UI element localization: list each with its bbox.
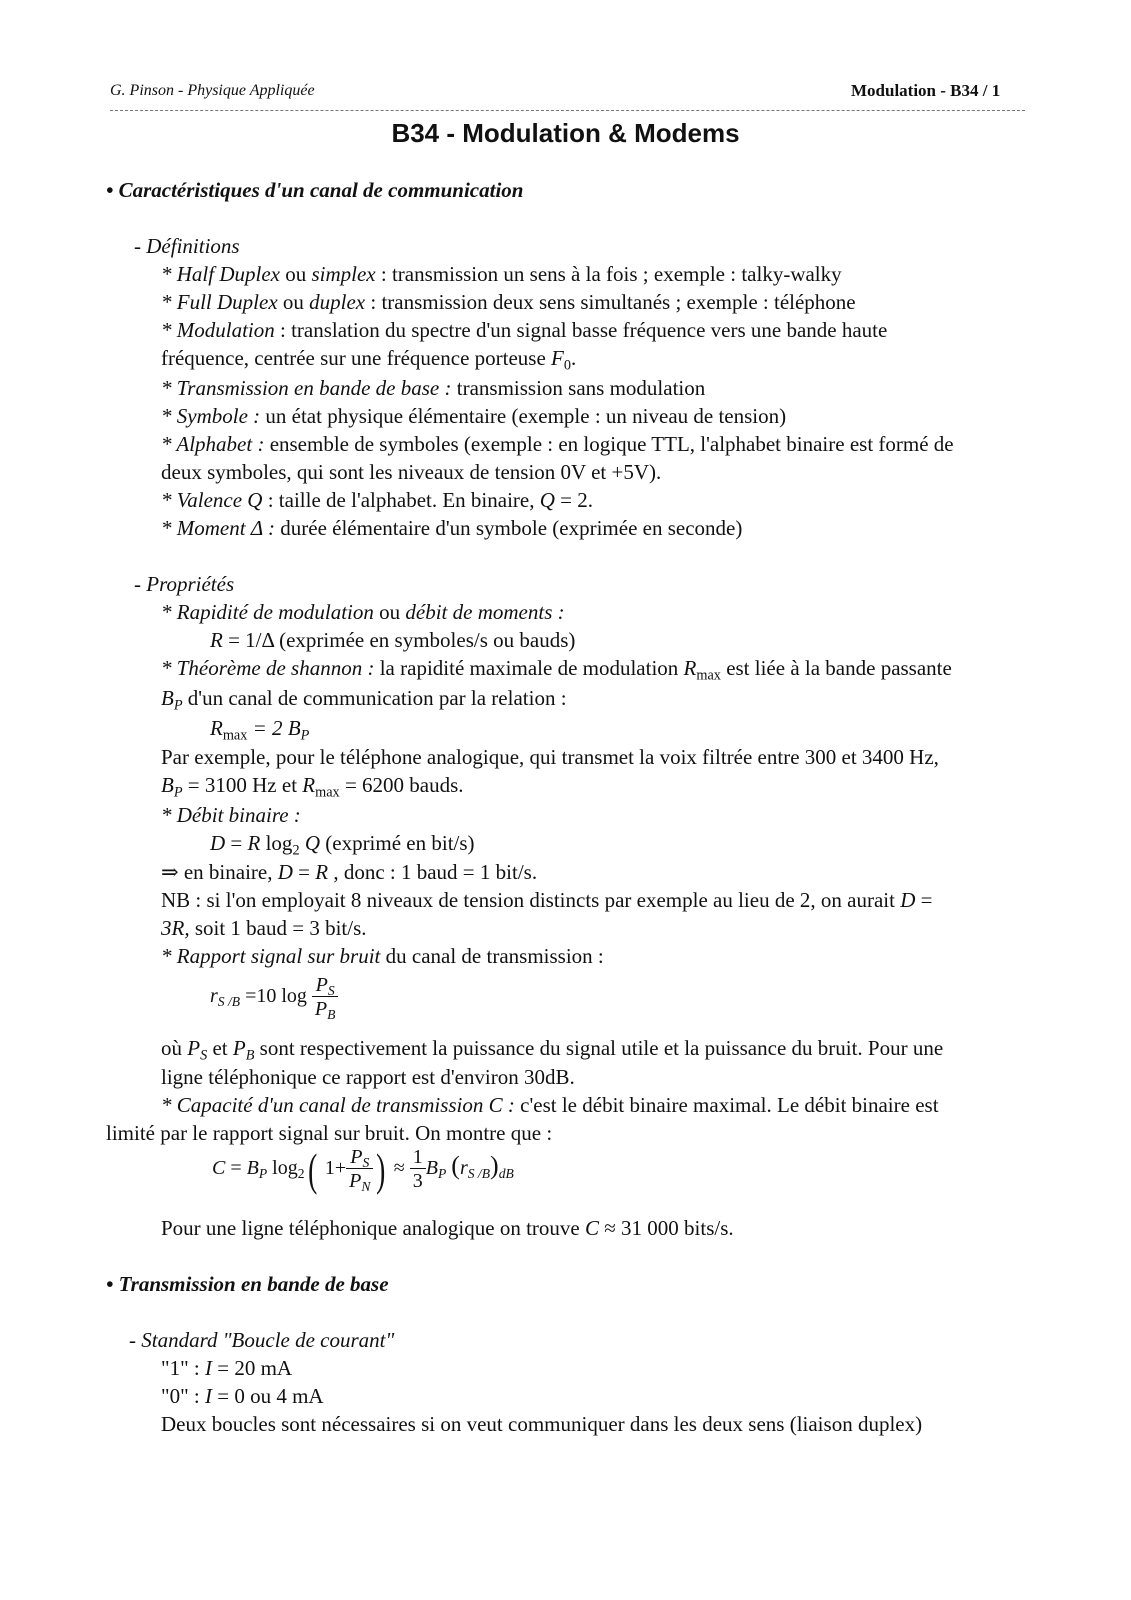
- formula-bitrate: D = R $\log_2 Q$ (exprimé en bit/s): [210, 831, 475, 859]
- definitions-heading: - Définitions: [134, 234, 240, 258]
- definition-moment: * Moment Δ : durée élémentaire d'un symbole (exprimée en seconde): [161, 516, 743, 540]
- definition-half-duplex: * Half Duplex ou simplex : transmission un sens à la fois ; exemple : talky-walky: [161, 262, 842, 286]
- property-capacity: * Capacité d'un canal de transmission C : c'est le débit binaire maximal. Le débit binaire est: [161, 1093, 939, 1117]
- third-fraction: $\frac{1}{3}$: [410, 1146, 426, 1193]
- formula-capacity: $C = B_P$ $\log_2$( 1+ $\frac{P_S}{P_N}$ ) ≈ $\frac{1}{3}$ $B_P$ $(r_{S /B})_{dB}$: [212, 1143, 514, 1195]
- section-heading-channel: • Caractéristiques d'un canal de communication: [106, 178, 524, 202]
- property-bitrate: * Débit binaire :: [161, 803, 301, 827]
- section-heading-baseband: • Transmission en bande de base: [106, 1272, 389, 1296]
- definition-modulation: * Modulation : translation du spectre d'un signal basse fréquence vers une bande haute: [161, 318, 888, 342]
- property-capacity-line2: limité par le rapport signal sur bruit. On montre que :: [106, 1121, 553, 1145]
- property-shannon-line2: $B_P$ d'un canal de communication par la relation :: [161, 686, 567, 714]
- capacity-result: Pour une ligne téléphonique analogique on trouve C ≈ 31 000 bits/s.: [161, 1216, 734, 1240]
- current-loop-zero: "0" : I = 0 ou 4 mA: [161, 1384, 324, 1408]
- current-loop-one: "1" : I = 20 mA: [161, 1356, 293, 1380]
- capacity-fraction: $\frac{P_S}{P_N}$: [346, 1146, 373, 1193]
- example-phone-line2: $B_P = 3100$ Hz et $R_{max} = 6200$ bauds.: [161, 773, 464, 801]
- formula-rmax: $R_{max} = 2$ $B_P$: [210, 716, 310, 744]
- definition-alphabet-line2: deux symboles, qui sont les niveaux de tension 0V et +5V).: [161, 460, 662, 484]
- definition-baseband: * Transmission en bande de base : transmission sans modulation: [161, 376, 706, 400]
- definition-valence: * Valence Q : taille de l'alphabet. En binaire, Q = 2.: [161, 488, 593, 512]
- current-loop-heading: - Standard "Boucle de courant": [129, 1328, 395, 1352]
- definition-modulation-line2: fréquence, centrée sur une fréquence porteuse $F_0$.: [161, 346, 577, 374]
- example-phone-line1: Par exemple, pour le téléphone analogique, qui transmet la voix filtrée entre 300 et 3400 Hz,: [161, 745, 939, 769]
- formula-rate: R = 1/Δ (exprimée en symboles/s ou bauds): [210, 628, 576, 652]
- note-levels-line1: NB : si l'on employait 8 niveaux de tension distincts par exemple au lieu de 2, on aurait D =: [161, 888, 933, 912]
- page-title: B34 - Modulation & Modems: [391, 118, 740, 148]
- definition-alphabet: * Alphabet : ensemble de symboles (exemple : en logique TTL, l'alphabet binaire est formé de: [161, 432, 954, 456]
- snr-explanation-line2: ligne téléphonique ce rapport est d'environ 30dB.: [161, 1065, 575, 1089]
- snr-explanation-line1: où $P_S$ et $P_B$ sont respectivement la puissance du signal utile et la puissance du bruit. Pour une: [161, 1036, 944, 1064]
- property-snr: * Rapport signal sur bruit du canal de transmission :: [161, 944, 604, 968]
- formula-snr: $r_{S /B} =10$ log $\frac{P_S}{P_B}$: [210, 974, 338, 1021]
- definition-symbol: * Symbole : un état physique élémentaire (exemple : un niveau de tension): [161, 404, 787, 428]
- header-divider: [110, 110, 1025, 111]
- header-page-ref: Modulation - B34 / 1: [851, 81, 1001, 100]
- header-author: G. Pinson - Physique Appliquée: [110, 82, 315, 99]
- properties-heading: - Propriétés: [134, 572, 235, 596]
- binary-consequence: ⇒ en binaire, D = R , donc : 1 baud = 1 bit/s.: [161, 860, 538, 884]
- property-modulation-rate: * Rapidité de modulation ou débit de moments :: [161, 600, 565, 624]
- current-loop-note: Deux boucles sont nécessaires si on veut communiquer dans les deux sens (liaison duplex): [161, 1412, 923, 1436]
- property-shannon: * Théorème de shannon : la rapidité maximale de modulation $R_{max}$ est liée à la bande passante: [161, 656, 952, 684]
- snr-fraction: $\frac{P_S}{P_B}$: [312, 974, 339, 1021]
- note-levels-line2: 3R, soit 1 baud = 3 bit/s.: [161, 916, 367, 940]
- definition-full-duplex: * Full Duplex ou duplex : transmission deux sens simultanés ; exemple : téléphone: [161, 290, 856, 314]
